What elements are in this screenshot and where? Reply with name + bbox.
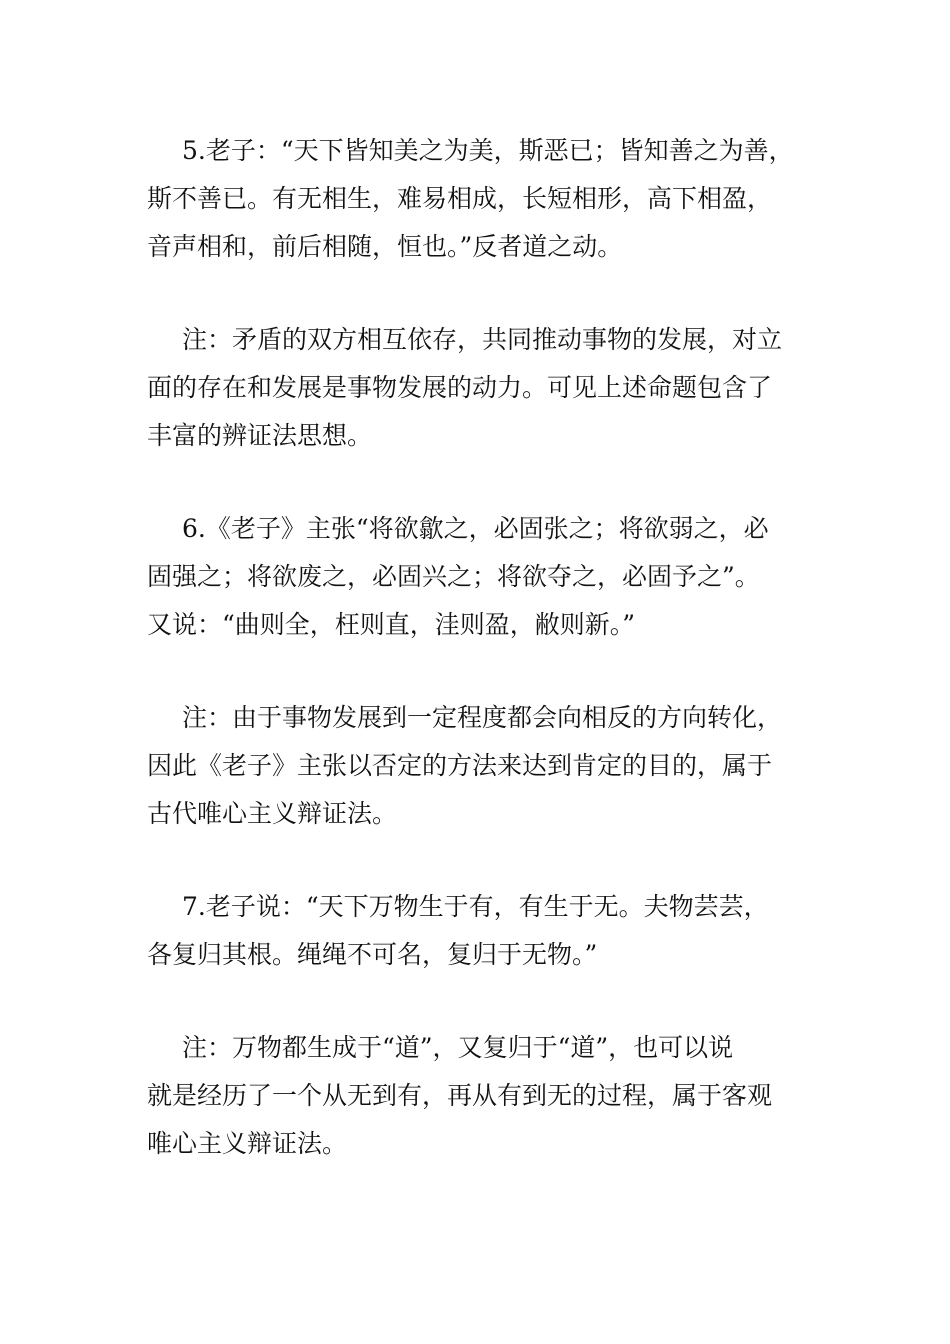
paragraph-note-6 — [147, 694, 817, 838]
text-line: 5.老子：“天下皆知美之为美，斯恶已；皆知善之为善， — [182, 136, 794, 165]
text-line: 就是经历了一个从无到有，再从有到无的过程，属于客观 — [147, 1081, 773, 1110]
text-line: 7.老子说：“天下万物生于有，有生于无。夫物芸芸， — [182, 892, 769, 921]
paragraph-note-7 — [147, 1024, 817, 1168]
text-line: 注：矛盾的双方相互依存，共同推动事物的发展，对立 — [182, 325, 783, 354]
paragraph-item-6 — [147, 505, 817, 649]
paragraph-note-5 — [147, 316, 817, 460]
text-line: 古代唯心主义辩证法。 — [147, 799, 398, 828]
text-line: 各复归其根。绳绳不可名，复归于无物。” — [147, 940, 598, 969]
text-line: 6.《老子》主张“将欲歙之，必固张之；将欲弱之，必 — [182, 514, 769, 543]
text-line: 注：万物都生成于“道”，又复归于“道”，也可以说 — [182, 1033, 734, 1062]
text-line: 斯不善已。有无相生，难易相成，长短相形，高下相盈， — [147, 184, 773, 213]
text-line: 因此《老子》主张以否定的方法来达到肯定的目的，属于 — [147, 751, 773, 780]
text-line: 唯心主义辩证法。 — [147, 1129, 348, 1158]
paragraph-item-5 — [147, 127, 817, 271]
text-line: 音声相和，前后相随，恒也。”反者道之动。 — [147, 232, 623, 261]
text-line: 面的存在和发展是事物发展的动力。可见上述命题包含了 — [147, 373, 773, 402]
text-line: 丰富的辨证法思想。 — [147, 421, 373, 450]
text-line: 注：由于事物发展到一定程度都会向相反的方向转化， — [182, 703, 783, 732]
paragraph-item-7 — [147, 883, 817, 979]
text-line: 又说：“曲则全，枉则直，洼则盈，敝则新。” — [147, 610, 636, 639]
text-line: 固强之；将欲废之，必固兴之；将欲夺之，必固予之”。 — [147, 562, 760, 591]
